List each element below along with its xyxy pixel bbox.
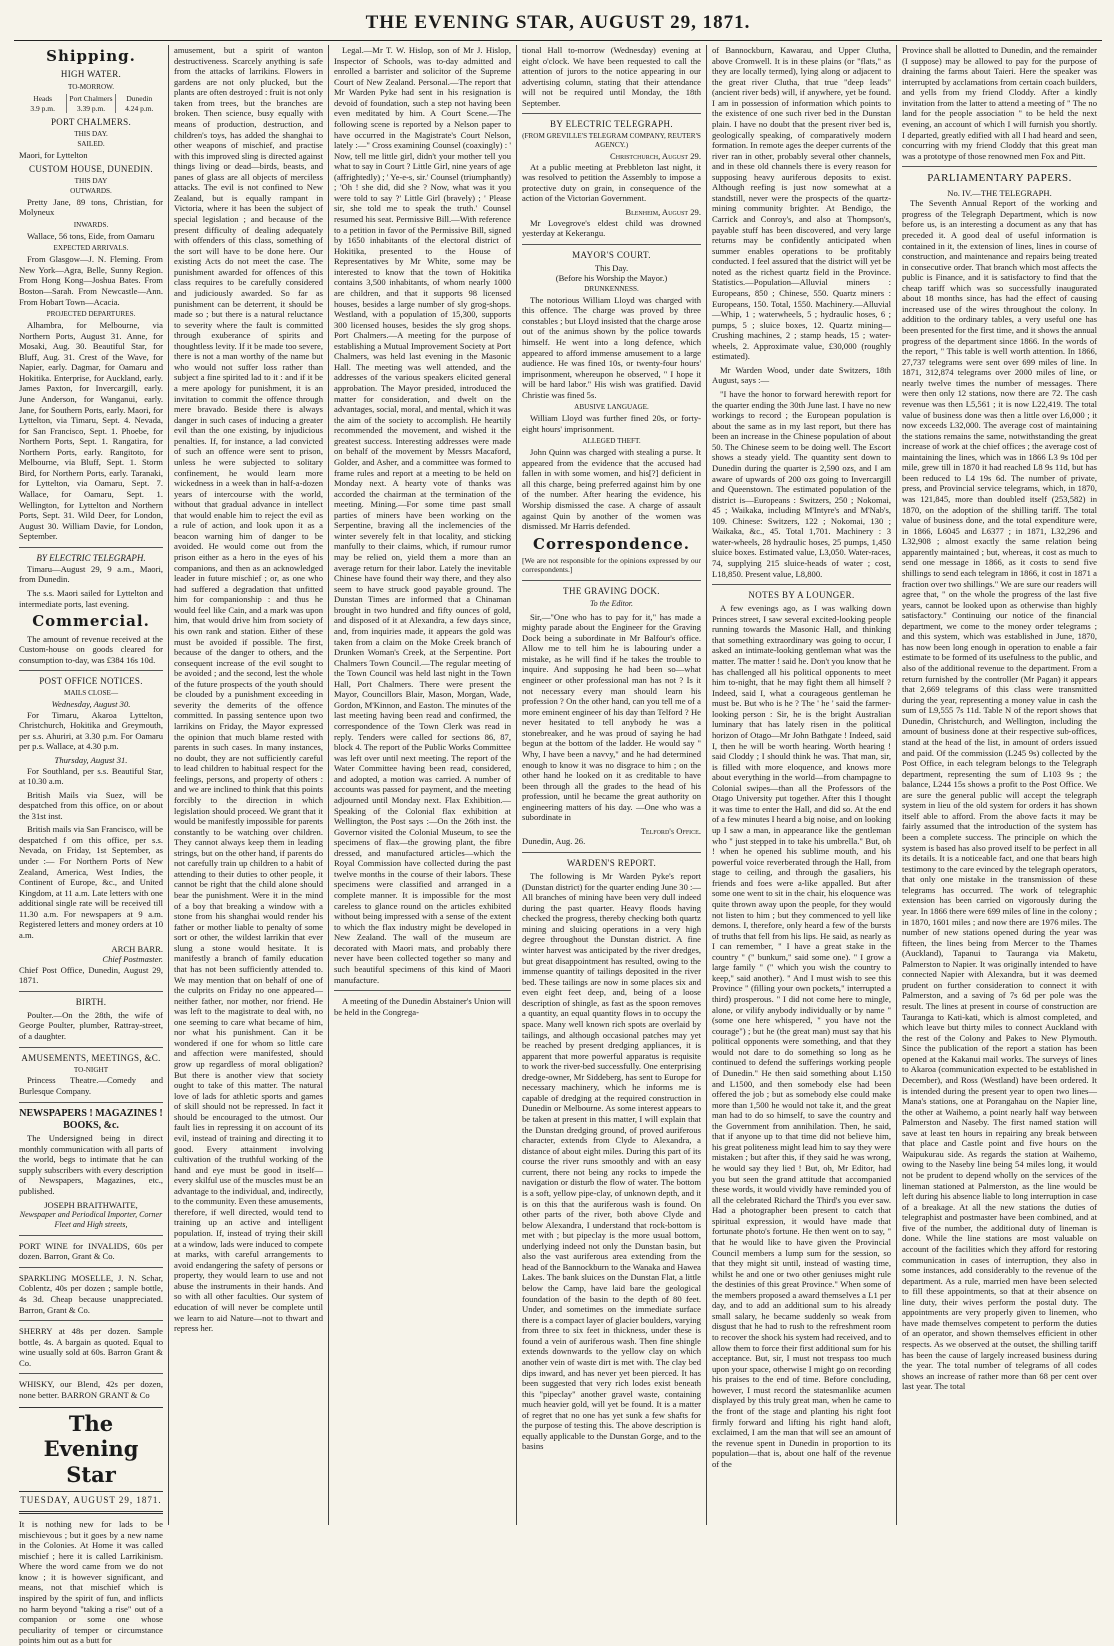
sailed-label: SAILED. — [77, 139, 105, 148]
graving-dock-date: Dunedin, Aug. 26. — [522, 836, 586, 847]
commercial-text: The amount of revenue received at the Custom-house on goods cleared for consumption to-day, was £384 16s 10d. — [19, 633, 163, 665]
wardens-report-heading: WARDEN'S REPORT. — [566, 858, 657, 869]
lounger-continued: Province shall be allotted to Dunedin, and the remainder (I suppose) may be allowed to pay for the purpose of draining the farms about Taieri. Here the speaker was interrupted by acclamations from certain coach builders, and yells from my friend Cloddy. After a kindly invitation from the latter to attend a meeting of " The no land for the people association " to be held the next evening, an account of which I will furnish you shortly. I departed, greatly edified with all I had heard and seen, concurring with my friend Cloddy that this great man was a prototype of those renowned men Fox and Pitt. — [902, 45, 1097, 161]
column-1 — [14, 45, 169, 1646]
amusements-heading: AMUSEMENTS, MEETINGS, &C. — [21, 1052, 161, 1063]
lounger-heading: NOTES BY A LOUNGER. — [748, 590, 855, 601]
divider — [19, 991, 163, 992]
inwards-label: INWARDS. — [73, 221, 109, 230]
post-office-heading: POST OFFICE NOTICES. — [39, 676, 143, 687]
leader-article-start: It is nothing new for lads to be mischievous ; but it goes by a new name in the Colonies. At Home it was called mischief ; here it is called Larrikinism. Where the word came from we do not know ; it is however significant, and means, not that mischief which is inspired by the spirit of fun, and inflicts no harm beyond "taking a rise" out of a companion or some one whose peculiarity of temper or circumstance points him out as a butt for — [19, 1519, 163, 1646]
amusements-text: Princess Theatre.—Comedy and Burlesque Company. — [19, 1075, 163, 1097]
wardens-report-text: The following is Mr Warden Pyke's report (Dunstan district) for the quarter ending June 30 :— All branches of mining have been very dull indeed during the past quarter. Heavy floods having checked the progress, thereby checking both quartz mining and sluicing operations in a very high degree throughout the Dunstan district. A fine winter harvest was anticipated by the river dredges, but great disappointment has resulted, owing to the immense quantity of tailings deposited in the river bed. These tailings are now in some places six and even eight feet deep, and, being of a loose description of shingle, as fast as the spoon removes a quantity, an equal quantity flows in to occupy the space. Many well known rich spots are overlaid by tailings, and although occasional patches may yet be reached by present dredging appliances, it is apparent that more powerful apparatus is requisite to work the river-bed successfully. One enterprising dredge-owner, Mr Siddeberg, has sent to Europe for necessary machinery, which he informs me is capable of dredging at the required construction in Dunedin or Melbourne. As some interest appears to be taken at present in this matter, I will explain that the Dunstan dredging ground, of proved auriferous character, extends from Clyde to Alexandra, a distance of about eight miles. During this part of its course the river runs smoothly and with an easy current, there not being any rocks to impede the navigation or disturb the flow of water. The bottom is a soft, yellow pipe-clay, of unknown depth, and it is on this that the auriferous wash is found. On other parts of the river, both above Clyde and below Alexandra, I understand that rock-bottom is met with ; but pipeclay is the more usual bottom, underlying indeed not only the Dunstan basin, but also the vast auriferous area extending from the head of the Bannockburn to the Wanaka and Hawea Lakes. The bank sluices on the Dunstan Flat, a little below the Camp, have laid bare the geological foundation of the basin to the depth of 80 feet. Under, and sometimes on the immediate surface there is a compact layer of glacier boulders, varying from three to six feet in thickness, under these is found a vein of auriferous wash. Then fine shingle extends downwards to the yellow clay on which another vein of waste dirt is met with. The clay bed dips inward, and has never yet been pierced. It has been suggested that very rich lodes exist beneath this "pipeclay" another gravel waste, containing much heavier gold, will yet be found. It is a matter of regret that no one has yet sunk a few shafts for the purpose of testing this. The above description is equally applicable to the Dunstan Gorge, and to the basins — [522, 871, 701, 1452]
christchurch-dateline: Christchurch, August 29. — [610, 151, 701, 162]
tide-heads: Heads 3.9 p.m. — [19, 94, 67, 112]
mayors-court-heading: MAYOR'S COURT. — [572, 249, 651, 260]
divider — [19, 1511, 163, 1514]
shipping-heading: Shipping. — [46, 47, 136, 65]
parliamentary-papers-heading: PARLIAMENTARY PAPERS. — [927, 172, 1072, 185]
mails-text-2: For Southland, per s.s. Beautiful Star, at 10.30 a.m. — [19, 765, 163, 787]
mayors-court-sub: (Before his Worship the Mayor.) — [555, 273, 668, 284]
divider — [19, 1047, 163, 1048]
this-day-label: THIS DAY. — [74, 129, 108, 138]
parliamentary-papers-sub: No. IV.—THE TELEGRAPH. — [947, 187, 1052, 198]
birth-text: Poulter.—On the 28th, the wife of George Poulter, plumber, Rattray-street, of a daughter. — [19, 1009, 163, 1041]
graving-dock-heading: THE GRAVING DOCK. — [563, 585, 660, 596]
divider — [522, 244, 701, 245]
parliamentary-papers-text: The Seventh Annual Report of the working and progress of the Telegraph Department, which is now before us, is an interesting a document as any that has preceded it. A good deal of useful information is contained in it, the extension of lines, lines in course of construction, and maintenance and repairs being treated in consecutive order. That branch which most affects the public is Finance, and it is satisfactory to find that the cheap tariff which was so successfully inaugurated about 18 months since, has had the effect of causing increased use of the wires throughout the colony. In addition to the ordinary tables, a very useful one has been presented for the first time, and it shows the annual progress of the department since 1866. In the words of the report, " This table is well worth attention. In 1866, 27,737 telegrams were sent over 699 miles of line. In 1871, 312,874 telegrams over 2000 miles of line, or nearly twelve times the number of messages. There were then only 12 stations, now there are 72. The cash revenue was then L5,561 ; it is now L22,419. The total value of business done was then a little over L6,000 ; it now exceeds L32,000. The average cost of maintaining the stations remains the same, notwithstanding the great increase of work at the chief offices ; the average cost of maintaining the lines, which was in 1866 L3 9s 10d per mile, grew till in 1870 it had reached L8 9s 11d, but has been reduced to L4 19s 6d. The number of private, press, and Provincial service telegrams, which, in 1870, was 121,845, more than doubled itself (253,582) in 1870, on the adoption of the shilling tariff. The total value of business done, and the total expenditure were, in 1866, L6045 and L6377 ; in 1871, L32,296 and L32,908 ; almost exactly the same relation being apparently maintained ; but, whereas, it cost as much to send one message in 1866, as it costs to send five shillings to send each telegram in 1866, it cost in 1871 a fraction over two shillings." We are sure our readers will agree that, " on the whole the progress of the last five years, cannot be looked upon as otherwise than highly satisfactory." Continuing our notice of the financial department, we come to the money order telegrams ; and this system, which was established in June, 1870, has now been long enough in operation to enable a fair estimate to be formed of its usefulness to the public, and also of the additional revenue to the department. From a return furnished by the controller (Mr Pagan) it appears that 2,669 telegrams of this class were transmitted during the year, representing a money value in cash the sum of L9,555 7s 11d. Table N of the report shows that Dunedin, Christchurch, and Wellington, including the amount of business done at their respective sub-offices, stand at the head of the list, in amount of orders issued and paid. Of the commission (L245 9s) collected by the Post Office, in each telegram belongs to the Telegraph department, representing the sum of L103 9s ; the balance, L244 15s shows a profit to the Post Office. We are sure the general public will accept the telegraph system in lieu of the old system for orders it has shown itself able to afford. From the above facts it may be fairly assumed that the introduction of the system has been a complete success. The principle on which the system is based has also proved itself to be perfect in all its details. It is a noticeable fact, and one that bears high testimony to the care evinced by the telegraph operators, that only one mistake in the transmission of these telegrams has occurred. The work of telegraphic extension has been carried on vigorously during the year. In 1866 there were 699 miles of line in the colony ; in 1870, 1601 miles ; and now there are 1976 miles. The number of new stations opened during the year was fifteen, the lines being from Mercer to the Thames (Auckland), Tapanui to Tauranga via Maketu, Palmerston to Napier. It was originally intended to have connected Napier with Alexandra, but it was deemed prudent on further consideration to connect it with Palmerston, and a saving of 7s 6d per pole was the result. The lines at present in course of construction are Tauranga to Kati-kati, which is almost completed, and which leave but thirty miles to connect Auckland with the rest of the Colony and Pakes to New Plymouth. Since the publication of the report a station has been opened at the Kakanui mail works. The surveys of lines to Akaroa (communication expected to be established in December), and Ross (Westland) have been ordered. It is intended during the present year to open two lines—Mana's stations, one at Porangahau on the Napier line, the other at Waihemo, a point nearly half way between Palmerston and Naseby. The first named station will save at least ten hours in repairing any break between that place and Castle point and five hours on the Waipukurau side. As regards the station at Waihemo, owing to the Naseby line being 54 miles long, it would not be prudent to depend wholly on the services of the lineman stationed at Palmerston, as the line would be left during his absence liable to long interruption in case of a breakage. At all the new stations the duties of telegraphist and postmaster have been combined, and at five of the number, the additional duty of lineman is done. While the line stations are most valuable on account of the facilities which they afford for restoring communication in cases of interruption, they also in some instances, add considerably to the revenue of the department. As a rule, married men have been selected to fill these appointments, so that at their absence on line duty, their wives perform the postal duty. The appointments are very properly given to linemen, who have made themselves competent to perform the duties of an operator, and shown themselves efficient in other respects. As we observed at the outset, the shilling tariff has been the cause of largely increased business during the year. The total number of telegrams of all codes shows an increase of rather more than 68 per cent over last year. The total — [902, 198, 1097, 1392]
graving-dock-signature: Telford's Office. — [640, 825, 701, 836]
expected-label: EXPECTED ARRIVALS. — [53, 244, 129, 253]
newspapers-ad-text: The Undersigned being in direct monthly communication with all parts of the world, begs to intimate that he can supply subscribers with every description of Newspapers, Magazines, etc., published. — [19, 1133, 163, 1196]
correspondence-note: [We are not responsible for the opinions expressed by our correspondents.] — [522, 556, 701, 575]
divider — [19, 1373, 163, 1374]
this-day-label-2: THIS DAY — [74, 177, 108, 186]
whisky-ad: WHISKY, our Blend, 42s per dozen, none better. BARRON GRANT & Co — [19, 1379, 163, 1400]
divider — [522, 580, 701, 581]
outwards-text: Pretty Jane, 89 tons, Christian, for Molyneux — [19, 196, 163, 218]
abstainers-meeting-notice: A meeting of the Dunedin Abstainer's Union will be held in the Congrega- — [334, 996, 511, 1017]
high-water-heading: HIGH WATER. — [60, 69, 122, 80]
inwards-text: Wallace, 56 tons, Eide, from Oamaru — [27, 230, 155, 241]
mails-date-2: Thursday, August 31. — [54, 754, 128, 765]
column-3 — [329, 45, 517, 1525]
blenheim-dateline: Blenheim, August 29. — [625, 206, 701, 217]
christchurch-telegram: At a public meeting at Prebbleton last night, it was resolved to petition the Assembly to impose a protective duty on grain, in consequence of the action of the Victorian Government. — [522, 161, 701, 204]
divider — [522, 852, 701, 853]
blenheim-telegram: Mr Lovegrove's eldest child was drowned yesterday at Kekerangu. — [522, 217, 701, 239]
telegraph-source: (FROM GREVILLE'S TELEGRAM COMPANY, REUTER'S AGENCY.) — [522, 132, 701, 150]
telegraph-text: Timaru—August 29, 9 a.m., Maori, from Dunedin. — [19, 563, 163, 585]
mails-label: MAILS CLOSE— — [63, 689, 119, 698]
mayors-court-day: This Day. — [594, 262, 629, 273]
postmaster-signature: ARCH BARR. — [111, 943, 163, 954]
wardens-report-continued: of Bannockburn, Kawarau, and Upper Clutha, above Cromwell. It is in these plains (or "flats," as they are locally termed), lying along or adjacent to the great river Clutha, that true "deep leads" (ancient river beds) will, if anywhere, yet be found. I am in possession of information which points to the existence of one such river bed in the Dunstan plain. I have no doubt that the present river bed is, geologically speaking, of comparatively modern formation. In remote ages the deeper currents of the river ran in other, probably several other channels, and in these old channels there is every reason for supposing heavy auriferous deposits to exist. Although reefing is just now somewhat at a standstill, never were the prospects of the quartz-mining community brighter. At Bendigo, the Carrick and Conroy's, and also at Thompson's, payable stuff has been discovered, and very large returns may be confidently anticipated when summer enables operations to be profitably conducted. I feel assured that the district will yet be noted as the richest quartz field in the Province. Statistics.—Population—Alluvial miners : Europeans, 850 ; Chinese, 550. Quartz miners : Europeans, 150. Total, 1550. Machinery.—Alluvial—Whip, 1 ; waterwheels, 5 ; hydraulic hoses, 6 ; pumps, 5 ; sluice boxes, 12. Quartz mining—Crushing machines, 2 ; stamp heads, 15 ; water-wheels, 2. Approximate value, £30,000 (roughly estimated). — [712, 45, 891, 362]
column-4 — [517, 45, 707, 1525]
mails-text: For Timaru, Akaroa Lyttelton, Christchurch, Hokitika and Greymouth, per s.s. Ahuriri, at 3.30 p.m. For Oamaru per p.s. Wallace, at 4.30 p.m. — [19, 709, 163, 752]
tonight-label: TO-NIGHT — [73, 1065, 109, 1074]
tide-table — [19, 94, 163, 112]
theft-text: John Quinn was charged with stealing a purse. It appeared from the evidence that the accused had fallen in with some women, and his[?] deficient in all this charge, being preferred against him by one of the number. After hearing the evidence, his Worship dismissed the case. A charge of assault against Quin by another of the women was dismissed. Mr Harris defended. — [522, 447, 701, 532]
tide-port-chalmers: Port Chalmers 3.39 p.m. — [67, 94, 115, 112]
telegraph-heading: BY ELECTRIC TELEGRAPH. — [36, 552, 146, 563]
warden-wood-intro: Mr Warden Wood, under date Switzers, 18th August, says :— — [712, 364, 891, 386]
newspapers-ad-title: NEWSPAPERS ! MAGAZINES ! BOOKS, &c. — [19, 1107, 163, 1131]
projected-label: PROJECTED DEPARTURES. — [46, 310, 136, 319]
outwards-label: OUTWARDS. — [70, 187, 112, 196]
abusive-label: ABUSIVE LANGUAGE. — [574, 403, 649, 412]
divider — [19, 670, 163, 671]
newspapers-ad-address: Newspaper and Periodical Importer, Corner Fleet and High streets, — [19, 1210, 163, 1229]
moselle-ad: SPARKLING MOSELLE, J. N. Schar, Coblentz, 40s per dozen ; sample bottle, 4s 3d. Cheap because unappreciated. Barron, Grant & Co. — [19, 1272, 163, 1315]
theft-label: ALLEGED THEFT. — [582, 437, 641, 446]
column-2 — [169, 45, 329, 1525]
sailed-text: Maori, for Lyttelton — [19, 149, 88, 160]
leader-article-continued: amusement, but a spirit of wanton destructiveness. Scarcely anything is safe from the attacks of larrikins. Flowers in gardens are not only plucked, but the plants are often destroyed : fruit is not only taken from trees, but the branches are broken. Then science, busy equally with means of production, destruction, and children's toys, has added the shanghai to other weapons of mischief, and practise with this improved sling is directed against things living or dead—birds, beasts, and panes of glass are all objects of merciless attacks. The evil is not confined to New Zealand, but is equally rampant in Victoria, where it has been the subject of special legislation ; and because of the present difficulty of dealing adequately with offenders of this class, something of the sort will have to be done here. Our existing Acts do not meet the case. The punishment awarded for offences of this class requires to be carefully considered and judiciously awarded. So far as punishment can be deterrent, it should be made so ; but there is a natural reluctance to severity where the fault is committed through exuberance of spirits and thoughtless levity. If it be made too severe, there is not a man worthy of the name but who would not suffer loss rather than subject a fine spirited lad to it : and if it be a mere apology for punishment, it is an invitation to commit the offence through mere bravado. Beside there is always danger in such cases of inducing a greater evil than the one existing, by injudicious penalties. If, for instance, a lad convicted of such an offence were sent to prison, unless he were subjected to solitary confinement, he would learn more wickedness in a week than in half-a-dozen years of intercourse with the world, without that gradual advance in intellect that would enable him to reject the evil as a rule of action, and look upon it as a beacon warning him of danger to be avoided. He would come out from the prison either as a hero in the eyes of his companions, and then as an acknowledged leader in future mischief ; or, as one who had suffered a degradation that unfitted him for companionship : and thus he would feel like Cain, and a mark was upon him, that would drive him from society of his own rank and station. Either of these must be avoided if possible. The first, because of the danger to others, and the consequent increase of the evil sought to be avoided ; and the second, lest the whole of the future prospects of the youth should be clouded by a punishment exceeding in severity the demerits of the offence committed. In passing sentence upon two larrikins on Friday, the Mayor expressed the opinion that much blame rested with parents in such cases. In many instances, no doubt, they are not sufficiently careful to lead children to habitual respect for the feelings, persons, and property of others : and we are inclined to think that this points forcibly to the direction in which legislation should proceed. We grant that it would be manifestly impossible for parents constantly to be watching over children. They cannot always keep them in leading strings, but on the other hand, if parents do not carefully train up children to a habit of attending to their duties to other people, it cannot be right that the child alone should bear the punishment. Were it in the mind of a boy that breaking a window with a stone from his shanghai would render his father or mother liable to penalty of some sort or other, the wildest larrikin that ever slung a stone would hesitate. It is manifestly a branch of family education that has not been sufficiently attended to. We may mention that on behalf of one of the culprits on Friday no one appeared—neither father, nor mother, nor friend. He was left to the magistrate to deal with, no one seeming to care what became of him, nor what his punishment. Can it be wondered if one for whom so little care and affection were manifested, should grow up regardless of moral obligation? But there is another view that society ought to take of this matter. The natural love of lads for athletic sports and games of skill should not be repressed. In fact it should be encouraged to the utmost. Our fault lies in repressing it on account of its evil, instead of training and directing it to good. Every attainment involving cultivation of the truthful working of the hand and eye must be good in itself—every skilful use of the muscles must be an advantage to the individual, and, indirectly, to the community. Even these amusements, therefore, if well directed, would tend to training up an active and intelligent population. If, instead of trying their skill at a window, lads were induced to compete at marks, with careful arrangements to avoid endangering the safety of persons or property, they would learn to use and not abuse the instruments in their hands. And so with all other faculties. Our system of education of will never be complete until we learn to aid Nature—not to thwart and repress her. — [174, 45, 323, 1334]
paper-nameplate: The Evening Star — [19, 1407, 163, 1492]
divider — [522, 113, 701, 114]
graving-dock-letter: Sir,—"One who has to pay for it," has made a mighty parade about the Engineer for the Graving Dock being a subordinate in Mr Balfour's office. Allow me to tell him he is labouring under a mistake, as he will find if he takes the trouble to inquire. And supposing he had been so—what engineer or other professional man has not ? Is it not necessary every man should learn his profession ? On the other hand, can you tell me of a more eminent engineer of his day than Telford ? He never hesitated to tell anybody he was a stonebreaker, and he was proud of saying he had begun at the bottom of the ladder. He would say " Why, I have been a navvy," and he had determined enough to know it was no disgrace to him ; on the other hand he looked on it as creditable to have been through all the grades to the head of his profession, until he became the great authority on engineering matters of his day. —One who was a subordinate in — [522, 611, 701, 823]
birth-heading: BIRTH. — [75, 996, 107, 1007]
divider — [19, 1235, 163, 1236]
expected-text: From Glasgow—J. N. Fleming. From New York—Agra, Belle, Sunny Region. From Hong Kong—Joshua Bates. From Boston—Sarah. From Newcastle—Ann. From Hobart Town—Acacia. — [19, 254, 163, 307]
commercial-heading: Commercial. — [32, 612, 150, 631]
divider — [712, 584, 891, 585]
post-office-place: Chief Post Office, Dunedin, August 29, 1871. — [19, 964, 163, 986]
mails-date: Wednesday, August 30. — [51, 699, 131, 710]
drunkenness-text: The notorious William Lloyd was charged with this offence. The charge was proved by three constables ; but Lloyd insisted that the charge arose out of the animus shown by the police towards himself. He went into a long defence, which appeared to afford immense amusement to a large audience. He was fined 10s, or twenty-four hours' imprisonment, whereupon he observed, " I hope it will be hard labor." His wish was gratified. David Christie was fined 5s. — [522, 294, 701, 400]
column-6 — [897, 45, 1102, 1525]
local-news: Legal.—Mr T. W. Hislop, son of Mr J. Hislop, Inspector of Schools, was to-day admitted and enrolled a barrister and solicitor of the Supreme Court of New Zealand. Personal.—The report that Mr Warden Pyke had sent in his resignation is devoid of foundation, such a step not having been even meditated by him. A Court Scene.—The following scene is reported by a Nelson paper to have occurred in the Magistrate's Court Nelson, lately :—" Cross examining Counsel (coaxingly) : ' Now, tell me little girl, didn't your mother tell you what to say in Court ? Little Girl, nine years of age (affrightedly) ; ' Ye-e-s, sir.' Counsel (triumphantly) ; 'Oh ! she did, did she ? Now, what was it you were told to say ?' Little Girl (bravely) ; ' Please sir, she told me to speak the truth.' Counsel resumed his seat. Permissive Bill.—With reference to a petition in favor of the Permissive Bill, signed by 1650 inhabitants of the electoral district of Hokitika, presented to the House of Representatives by Mr White, some may be interested to know that the town of Hokitika contains 3,500 inhabitants, of whom nearly 1000 are children, and that it supports 98 licensed houses, besides a large number of sly grog-shops. Westland, with a population of 15,300, supports 300 licensed houses, besides the sly grog shops. Port Chalmers.—A meeting for the purpose of establishing a Mutual Improvement Society at Port Chalmers, was held last evening in the Masonic Hall. The meeting was well attended, and the addresses of the various speakers elicited general approbation. The Mayor presided, introduced the matter for consideration, and dwelt on the advantages, social, moral, and mental, which it was the aim of the society to accomplish. He heartily recommended the movement, and wished it the greatest success. Interesting addresses were made on behalf of the movement by Messrs Macaford, Golder, and Asher, and a committee was formed to frame rules and report at a meeting to be held on Monday next. A hearty vote of thanks was accorded the chairman at the termination of the meeting. Mining.—For some time past small parties of miners have been working on the Serpentine, braving all the inclemencies of the winter severely felt in that locality, and sticking manfully to their claims, which, if rumour rumor may be relied on, yield them a more than an average return for their labor. Lately the inevitable Chinese have found their way there, and they also seem to have struck good payable ground. The Dunstan Times are informed that a Chinaman brought in two hundred and fifty ounces of gold, and disposed of it at Alexandra, a few days since, and, from inquiries made, it appears the gold was taken from a claim on the Moke Creek branch of Drunken Woman's Creek, at the Serpentine. Port Chalmers Town Council.—The regular meeting of the Town Council was held last night in the Town Hall, Port Chalmers. There were present the Mayor, Councillors Blair, Mason, Morgan, Wade, Gordon, M'Kinnon, and Easton. The minutes of the last meeting having been read and confirmed, the correspondence of the Town Clerk was read in reply. Tenders were called for sections 86, 87, block 4. The report of the Public Works Committee was left over until next meeting. The report of the Water Committee having been read, considered, and adopted, a motion was carried. A number of accounts was passed for payment, and the meeting adjourned until Monday next. Flax Exhibition.—Speaking of the Colonial flax exhibition at Wellington, the Post says :—On the 26th inst. the Governor visited the Colonial Museum, to see the specimens of flax—the growing plant, the fibre dressed, and manufactured articles—which the Royal Commission have collected during the past twelve months in the course of their labors. These specimens were classified and arranged in a complete manner. It is impossible for the most careless to glance round on the articles exhibited without being impressed with a sense of the extent to which the flax industry might be developed in New Zealand. The wall of the museum are decorated with Maori mats, and probably there never have been collected together so many and such beautiful specimens of this kind of Maori manufacture. — [334, 45, 511, 985]
mails-text-4: British mails via San Francisco, will be despatched f om this office, per s.s. Nevada, on Friday, 1st September, as under :— For Northern Ports of New Zealand, America, West Indies, the Continent of Europe, &c., and United Kingdom, at 11 a.m. Late letters with one additional single rate will be received till 11.30 a.m. For newspapers at 9 a.m. Registered letters and money orders at 10 a.m. — [19, 824, 163, 940]
to-editor-label: To the Editor. — [589, 598, 634, 608]
paper-date: TUESDAY, AUGUST 29, 1871. — [20, 1495, 162, 1506]
abusive-text: William Lloyd was further fined 20s, or forty-eight hours' imprisonment. — [522, 413, 701, 434]
divider — [902, 166, 1097, 167]
column-5 — [707, 45, 897, 1525]
telegraph-heading: BY ELECTRIC TELEGRAPH. — [549, 119, 674, 130]
telegraph-text-2: The s.s. Maori sailed for Lyttelton and intermediate ports, last evening. — [19, 588, 163, 609]
tomorrow-label: TO-MORROW. — [67, 82, 115, 91]
notices-top: tional Hall to-morrow (Wednesday) evening at eight o'clock. We have been requested to call the attention of jurors to the notice appearing in our advertising column, stating that their attendance will not be required until Monday, the 18th September. — [522, 45, 701, 108]
port-heading: PORT CHALMERS. — [50, 116, 131, 127]
customs-heading: CUSTOM HOUSE, DUNEDIN. — [29, 164, 153, 175]
columns — [14, 45, 1102, 1646]
divider — [19, 1267, 163, 1268]
sherry-ad: SHERRY at 48s per dozen. Sample bottle, 4s. A bargain as quoted. Equal to wine usually sold at 60s. Barron Grant & Co. — [19, 1326, 163, 1368]
lounger-text: A few evenings ago, as I was walking down Princes street, I saw several excited-looking people running towards the Masonic Hall, and thinking that something extraordinary was going to occur, I asked an intimate-looking gentleman what was the matter. The matter ! said he. Don't you know that he has challenged all his political opponents to meet him to-night, that he may fight them all himself ? Indeed, said I, what a courageous gentleman he must be. But who is he ? The ' he ' said the farmer-looking person : Sir, he is the bright Australian luminary that has lately risen in the political horizon of Otago—Mr John Bathgate ! Indeed, said I, then he will be worth hearing. Worth hearing ! said Cloddy ; I should think he was. That man, sir, is filled with more eloquence, and knows more about everything in the world—from champagne to Colonial swipes—than all the Professors of the Otago University put together. After this I thought it was time to enter the Hall, and did so. At the end of a few minutes I heard a big noise, and on looking up I saw a man, in appearance like the gentleman who " just stepped in to take his umbrella." But, oh ! when he opened his sublime mouth, and his powerful voice reverberated through the Hall, from stage to ceiling, and through the gasaliers, his friends and foes were a-like appalled. But after some one went to sit in the chair, his eloquence was quite thrown away upon the people, for they would not listen to him ; but they commenced to yell like demons. I, therefore, only heard a few of the bursts of truths that fell from his lips. He said, as nearly as I can remember, " I have a great stake in the country " (" bunkum," said some one). " I grow a large family " (" which you wish the country to keep," said another). " And I must wish to see this Province " (filling your own pockets," interrupted a third) prosperous. " I did not come here to mingle, alone, or vilify anybody individually or by name " (some one here whispered, " you have not the courage") ; but he (the great man) must say that his political opponents were something, and that they would not dare to do something so long as he continued to defend the sufferings working people of Dunedin." He then said something about L150 and L1500, and then somebody else had been offered the job ; but as somebody else could make more than 1,500 he would not take it, and the great man had to do so himself, to save the country and the Government from annihilation. Then, he said, that if anyone up to that time did not believe him, his great politeness might lead him to say they were mistaken ; but after this, if they said he was wrong, he would say they lied ! But, oh, Mr Editor, had you but seen the grand attitude that accompanied these words, it would vividly have reminded you of all the celebrated Richard the Third's you ever saw. Had a photographer been present to catch that spiritual expression, it would have made that fortunate photo's fortune. He then went on to say, " that he would like to have given the Provincial Council members a lump sum for the session, so that they might sit until, instead of wasting time, whilst he and one or two other geniuses might rule the destinies of this great Province." When some of the members proposed a award themselves a L1 per day, and to add an additional sum to his already small salary, he became suddenly so weak from disgust that he had to rush to the refreshment room to recover the shock his system had received, and to allow them to force their first additional sum for his acceptance. But, sir, I must not trespass too much upon your space, otherwise I might go on recording his praises to the end of time. Before concluding, however, I must record the statesmanlike acumen displayed by this truly great man, when he came to the front of the stage and planting his right foot firmly forward and lifting his right hand aloft, exclaimed, I am the man that will see an amount of the revenue spent in Dunedin in proportion to its population—that is, about one half of the revenue of the — [712, 603, 891, 1469]
tide-dunedin: Dunedin 4.24 p.m. — [125, 94, 154, 113]
postmaster-title: Chief Postmaster. — [102, 954, 163, 965]
projected-text: Alhambra, for Melbourne, via Northern Ports, August 31. Anne, for Mosaki, Aug. 30. Beautiful Star, for Bluff, Aug. 31. Crest of the Wave, for Napier, early. Dagmar, for Oamaru and Hokitika. Enterprise, for Auckland, early. James Paxton, for Invercargill, early. June Anderson, for Wanganui, early. Jane, for Southern Ports, early. Maori, for Lyttelton, via Timaru, Sept. 4. Nevada, for San Francisco, Sept. 1. Phoebe, for Northern Ports, Sept. 1. Rangatira, for Northern Ports, early. Rangitoto, for Melbourne, via Bluff, Sept. 1. Storm Bird, for Northern Ports, early. Taranaki, for Lyttelton, via Oamaru, Sept. 7. Wallace, for Oamaru, Sept. 1. Wellington, for Lyttelton and Northern Ports, Sept. 31. Wild Deer, for London, August 30. William Davie, for London, September. — [19, 320, 163, 542]
divider — [334, 990, 511, 991]
mails-text-3: British Mails via Suez, will be despatched from this office, on or about the 31st inst. — [19, 789, 163, 821]
divider — [19, 547, 163, 548]
warden-wood-report: "I have the honor to forward herewith report for the quarter ending the 30th June last. I have no new workings to record ; the European population is about the same as in my last report, but there has been an increase in the Chinese population of about 50. The Chinese seem to be doing well. The Escort shows a steady yield. The quantity sent down to Dunedin during the quarter is 2,590 ozs, and I am aware of upwards of 200 ozs going to Invercargill and Queenstown. The estimated population of the district is—Europeans : Switzers, 250 ; Nokomai, 45 ; Waikaka, including M'Intyre's and M'Nab's, 109. Chinese: Switzers, 122 ; Nokomai, 130 ; Waikaka, &c., 45. Total 1,701. Machinery : 3 water-wheels, 28 hydraulic hoses, 25 pumps, 1,450 sluice boxes. Estimated value, L3,050. Water-races, 74, supplying 215 sluice-heads of water ; cost, L18,850. Present value, L8,800. — [712, 389, 891, 579]
port-wine-ad: PORT WINE for INVALIDS, 60s per dozen. Barron, Grant & Co. — [19, 1240, 163, 1262]
correspondence-heading: Correspondence. — [533, 534, 690, 553]
newspapers-ad-signature: JOSEPH BRAITHWAITE, — [44, 1199, 138, 1210]
masthead: THE EVENING STAR, AUGUST 29, 1871. — [14, 8, 1102, 41]
divider — [19, 1102, 163, 1103]
divider — [19, 1320, 163, 1321]
drunkenness-label: DRUNKENNESS. — [584, 284, 639, 293]
